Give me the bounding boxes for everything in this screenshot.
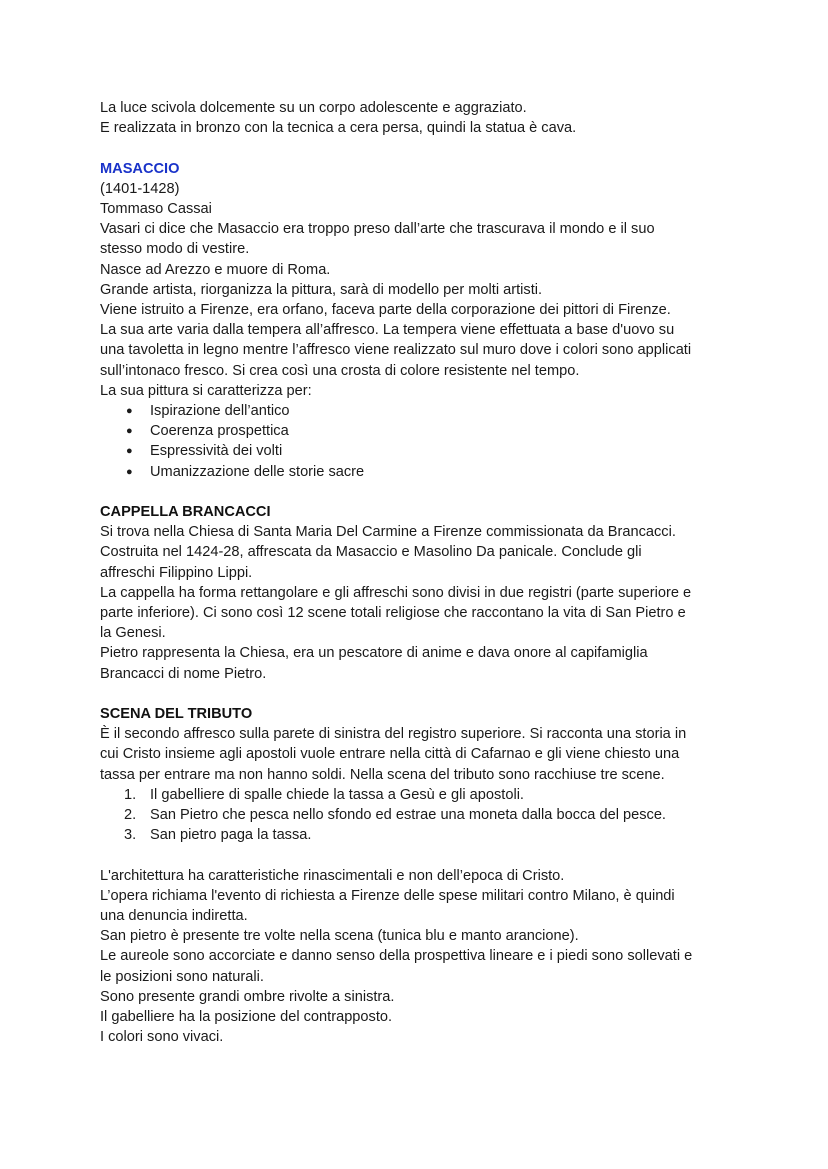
list-item: 2. San Pietro che pesca nello sfondo ed estrae una moneta dalla bocca del pesce. [124,807,666,824]
paragraph-line: È il secondo affresco sulla parete di sinistra del registro superiore. Si racconta una storia in [100,726,687,743]
list-item: ● Espressività dei volti [100,441,730,461]
paragraph-line: Viene istruito a Firenze, era orfano, faceva parte della corporazione dei pittori di Firenze. [100,302,671,319]
bullet-icon: ● [126,405,133,418]
paragraph-line: stesso modo di vestire. [100,241,250,258]
paragraph-line: (1401-1428) [100,180,180,197]
list-item: ● Coerenza prospettica [100,421,730,441]
cappella-section [100,502,730,684]
paragraph-line: una tavoletta in legno mentre l’affresco viene realizzato sul muro dove i colori sono applicati [100,342,692,359]
paragraph-line: le posizioni sono naturali. [100,968,264,985]
paragraph-line: sull’intonaco fresco. Si crea così una crosta di colore resistente nel tempo. [100,362,580,379]
paragraph-line: la Genesi. [100,625,166,642]
paragraph-line: tassa per entrare ma non hanno soldi. Nella scena del tributo sono racchiuse tre scene. [100,766,665,783]
tributo-section [100,704,730,1047]
paragraph-line: La luce scivola dolcemente su un corpo adolescente e aggraziato. [100,100,527,116]
list-item: ● Ispirazione dell’antico [100,401,730,421]
paragraph-line: La sua arte varia dalla tempera all’affresco. La tempera viene effettuata a base d'uovo su [100,322,675,339]
characteristics-bullet-list [100,401,730,482]
paragraph-line: una denuncia indiretta. [100,908,248,925]
paragraph-line: San pietro è presente tre volte nella scena (tunica blu e manto arancione). [100,928,579,945]
paragraph-line: Si trova nella Chiesa di Santa Maria Del Carmine a Firenze commissionata da Brancacci. [100,524,676,541]
list-item: 1. Il gabelliere di spalle chiede la tassa a Gesù e gli apostoli. [124,786,524,803]
paragraph-line: Brancacci di nome Pietro. [100,665,267,682]
paragraph-line: parte inferiore). Ci sono così 12 scene totali religiose che raccontano la vita di San Pietro e [100,605,686,622]
paragraph-line: La cappella ha forma rettangolare e gli affreschi sono divisi in due registri (parte superiore e [100,584,692,601]
intro-section [100,98,730,138]
section-heading-masaccio: MASACCIO [100,160,180,177]
section-heading-tributo: SCENA DEL TRIBUTO [100,706,253,723]
paragraph-line: Il gabelliere ha la posizione del contrapposto. [100,1009,393,1026]
paragraph-line: Tommaso Cassai [100,201,212,217]
scenes-numbered-list [100,785,730,846]
paragraph-line: L’opera richiama l'evento di richiesta a Firenze delle spese militari contro Milano, è quindi [100,887,675,904]
paragraph-line: cui Cristo insieme agli apostoli vuole entrare nella città di Cafarnao e gli viene chiesto una [100,746,680,763]
paragraph-line: Sono presente grandi ombre rivolte a sinistra. [100,988,395,1005]
paragraph-line: Pietro rappresenta la Chiesa, era un pescatore di anime e dava onore al capifamiglia [100,645,648,662]
paragraph-line: L'architettura ha caratteristiche rinascimentali e non dell’epoca di Cristo. [100,867,565,884]
document-page [100,98,730,1047]
section-heading-cappella: CAPPELLA BRANCACCI [100,504,271,521]
bullet-icon: ● [126,425,133,438]
paragraph-line: Grande artista, riorganizza la pittura, sarà di modello per molti artisti. [100,281,543,298]
paragraph-line: affreschi Filippino Lippi. [100,564,253,581]
masaccio-section [100,159,730,482]
list-item: 3. San pietro paga la tassa. [124,827,312,844]
bullet-icon: ● [126,445,133,458]
paragraph-line: Le aureole sono accorciate e danno senso della prospettiva lineare e i piedi sono sollevati e [100,948,693,965]
list-item: ● Umanizzazione delle storie sacre [100,462,730,482]
paragraph-line: Costruita nel 1424-28, affrescata da Masaccio e Masolino Da panicale. Conclude gli [100,544,642,561]
paragraph-line: I colori sono vivaci. [100,1029,224,1046]
paragraph-line: La sua pittura si caratterizza per: [100,382,312,399]
bullet-icon: ● [126,465,133,478]
paragraph-line: Nasce ad Arezzo e muore di Roma. [100,261,331,278]
paragraph-line: Vasari ci dice che Masaccio era troppo preso dall’arte che trascurava il mondo e il suo [100,221,655,238]
paragraph-line: E realizzata in bronzo con la tecnica a cera persa, quindi la statua è cava. [100,120,577,137]
